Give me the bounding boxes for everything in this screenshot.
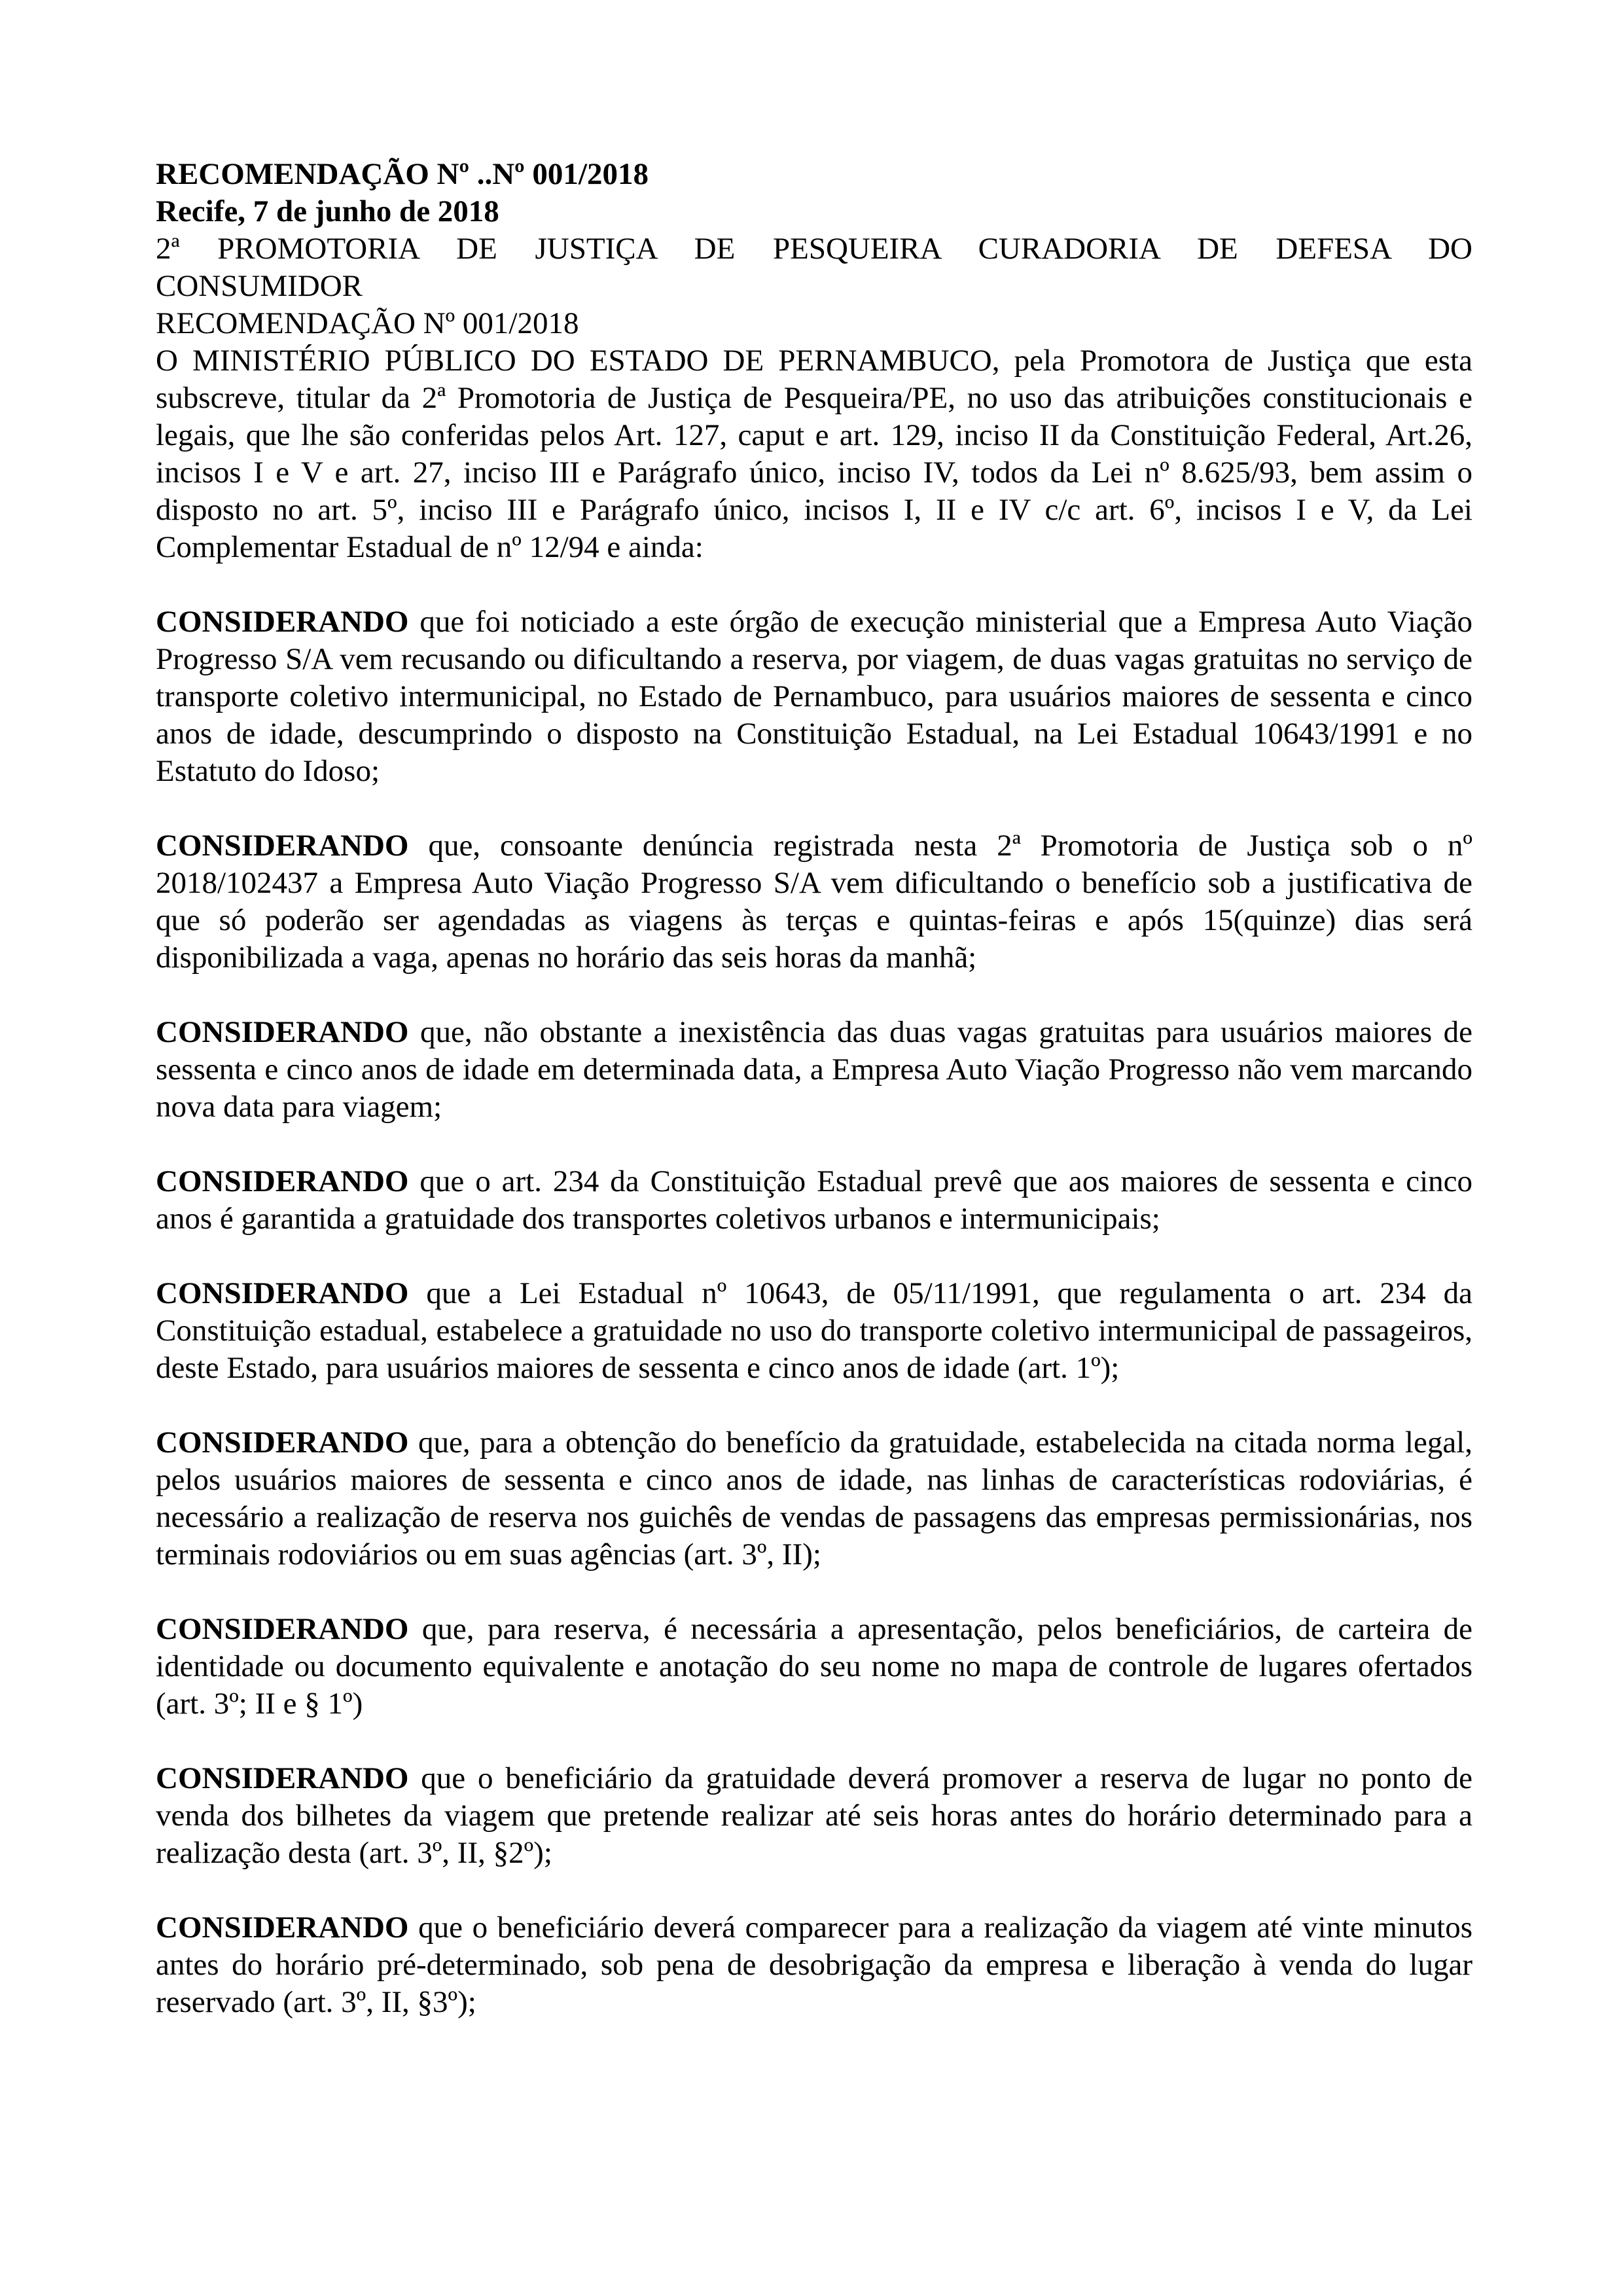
paragraph-text: que, para a obtenção do benefício da gratuidade, estabelecida na citada norma legal, pelos usuários maiores de sessenta e cinco anos de idade, nas linhas de características rodoviárias, é necessário a realização de reserva nos guichês de vendas de passagens das empresas permissionárias, nos terminais rodoviários ou em suas agências (art. 3º, II); <box>156 1426 1472 1571</box>
considerando-keyword: CONSIDERANDO <box>156 1276 409 1310</box>
paragraph-text: que a Lei Estadual nº 10643, de 05/11/1991, que regulamenta o art. 234 da Constituição estadual, estabelece a gratuidade no uso do transporte coletivo intermunicipal de passageiros, deste Estado, para usuários maiores de sessenta e cinco anos de idade (art. 1º); <box>156 1276 1472 1385</box>
considerando-paragraph-6 <box>156 1424 1472 1573</box>
document-date: Recife, 7 de junho de 2018 <box>156 194 499 228</box>
considerando-keyword: CONSIDERANDO <box>156 1761 409 1795</box>
considerando-keyword: CONSIDERANDO <box>156 1426 409 1460</box>
considerando-keyword: CONSIDERANDO <box>156 829 409 863</box>
paragraph-text: que foi noticiado a este órgão de execução ministerial que a Empresa Auto Viação Progresso S/A vem recusando ou dificultando a reserva, por viagem, de duas vagas gratuitas no serviço de transporte coletivo intermunicipal, no Estado de Pernambuco, para usuários maiores de sessenta e cinco anos de idade, descumprindo o disposto na Constituição Estadual, na Lei Estadual 10643/1991 e no Estatuto do Idoso; <box>156 605 1472 788</box>
considerando-keyword: CONSIDERANDO <box>156 1910 409 1945</box>
considerando-paragraph-5 <box>156 1275 1472 1387</box>
paragraph-text: que o beneficiário da gratuidade deverá promover a reserva de lugar no ponto de venda dos bilhetes da viagem que pretende realizar até seis horas antes do horário determinado para a realização desta (art. 3º, II, §2º); <box>156 1761 1472 1870</box>
paragraph-text: que, para reserva, é necessária a apresentação, pelos beneficiários, de carteira de identidade ou documento equivalente e anotação do seu nome no mapa de controle de lugares ofertados (art. 3º; II e § 1º) <box>156 1612 1472 1721</box>
paragraph-text: que, consoante denúncia registrada nesta 2ª Promotoria de Justiça sob o nº 2018/102437 a Empresa Auto Viação Progresso S/A vem dificultando o benefício sob a justificativa de que só poderão ser agendadas as viagens às terças e quintas-feiras e após 15(quinze) dias será disponibilizada a vaga, apenas no horário das seis horas da manhã; <box>156 829 1472 975</box>
considerando-paragraph-9 <box>156 1909 1472 2021</box>
promotoria-line-cont: CONSUMIDOR <box>156 269 363 303</box>
recommendation-number: RECOMENDAÇÃO Nº 001/2018 <box>156 306 579 340</box>
document-page <box>156 156 1472 2021</box>
considerando-keyword: CONSIDERANDO <box>156 1164 409 1198</box>
considerando-keyword: CONSIDERANDO <box>156 1015 409 1049</box>
considerando-paragraph-7 <box>156 1611 1472 1723</box>
considerando-paragraph-1 <box>156 603 1472 790</box>
considerando-paragraph-4 <box>156 1163 1472 1238</box>
document-title: RECOMENDAÇÃO Nº ..Nº 001/2018 <box>156 157 649 191</box>
paragraph-text: que o beneficiário deverá comparecer para a realização da viagem até vinte minutos antes do horário pré-determinado, sob pena de desobrigação da empresa e liberação à venda do lugar reservado (art. 3º, II, §3º); <box>156 1910 1472 2019</box>
considerando-keyword: CONSIDERANDO <box>156 605 409 639</box>
paragraph-text: que o art. 234 da Constituição Estadual prevê que aos maiores de sessenta e cinco anos é garantida a gratuidade dos transportes coletivos urbanos e intermunicipais; <box>156 1164 1472 1236</box>
paragraph-text: que, não obstante a inexistência das duas vagas gratuitas para usuários maiores de sessenta e cinco anos de idade em determinada data, a Empresa Auto Viação Progresso não vem marcando nova data para viagem; <box>156 1015 1472 1124</box>
preamble-paragraph: O MINISTÉRIO PÚBLICO DO ESTADO DE PERNAMBUCO, pela Promotora de Justiça que esta subscreve, titular da 2ª Promotoria de Justiça de Pesqueira/PE, no uso das atribuições constitucionais e legais, que lhe são conferidas pelos Art. 127, caput e art. 129, inciso II da Constituição Federal, Art.26, incisos I e V e art. 27, inciso III e Parágrafo único, inciso IV, todos da Lei nº 8.625/93, bem assim o disposto no art. 5º, inciso III e Parágrafo único, incisos I, II e IV c/c art. 6º, incisos I e V, da Lei Complementar Estadual de nº 12/94 e ainda: <box>156 344 1472 564</box>
considerando-paragraph-8 <box>156 1760 1472 1872</box>
considerando-paragraph-2 <box>156 827 1472 977</box>
considerando-keyword: CONSIDERANDO <box>156 1612 409 1646</box>
considerando-paragraph-3 <box>156 1014 1472 1126</box>
promotoria-line: 2ª PROMOTORIA DE JUSTIÇA DE PESQUEIRA CURADORIA DE DEFESA DO <box>156 232 1472 266</box>
